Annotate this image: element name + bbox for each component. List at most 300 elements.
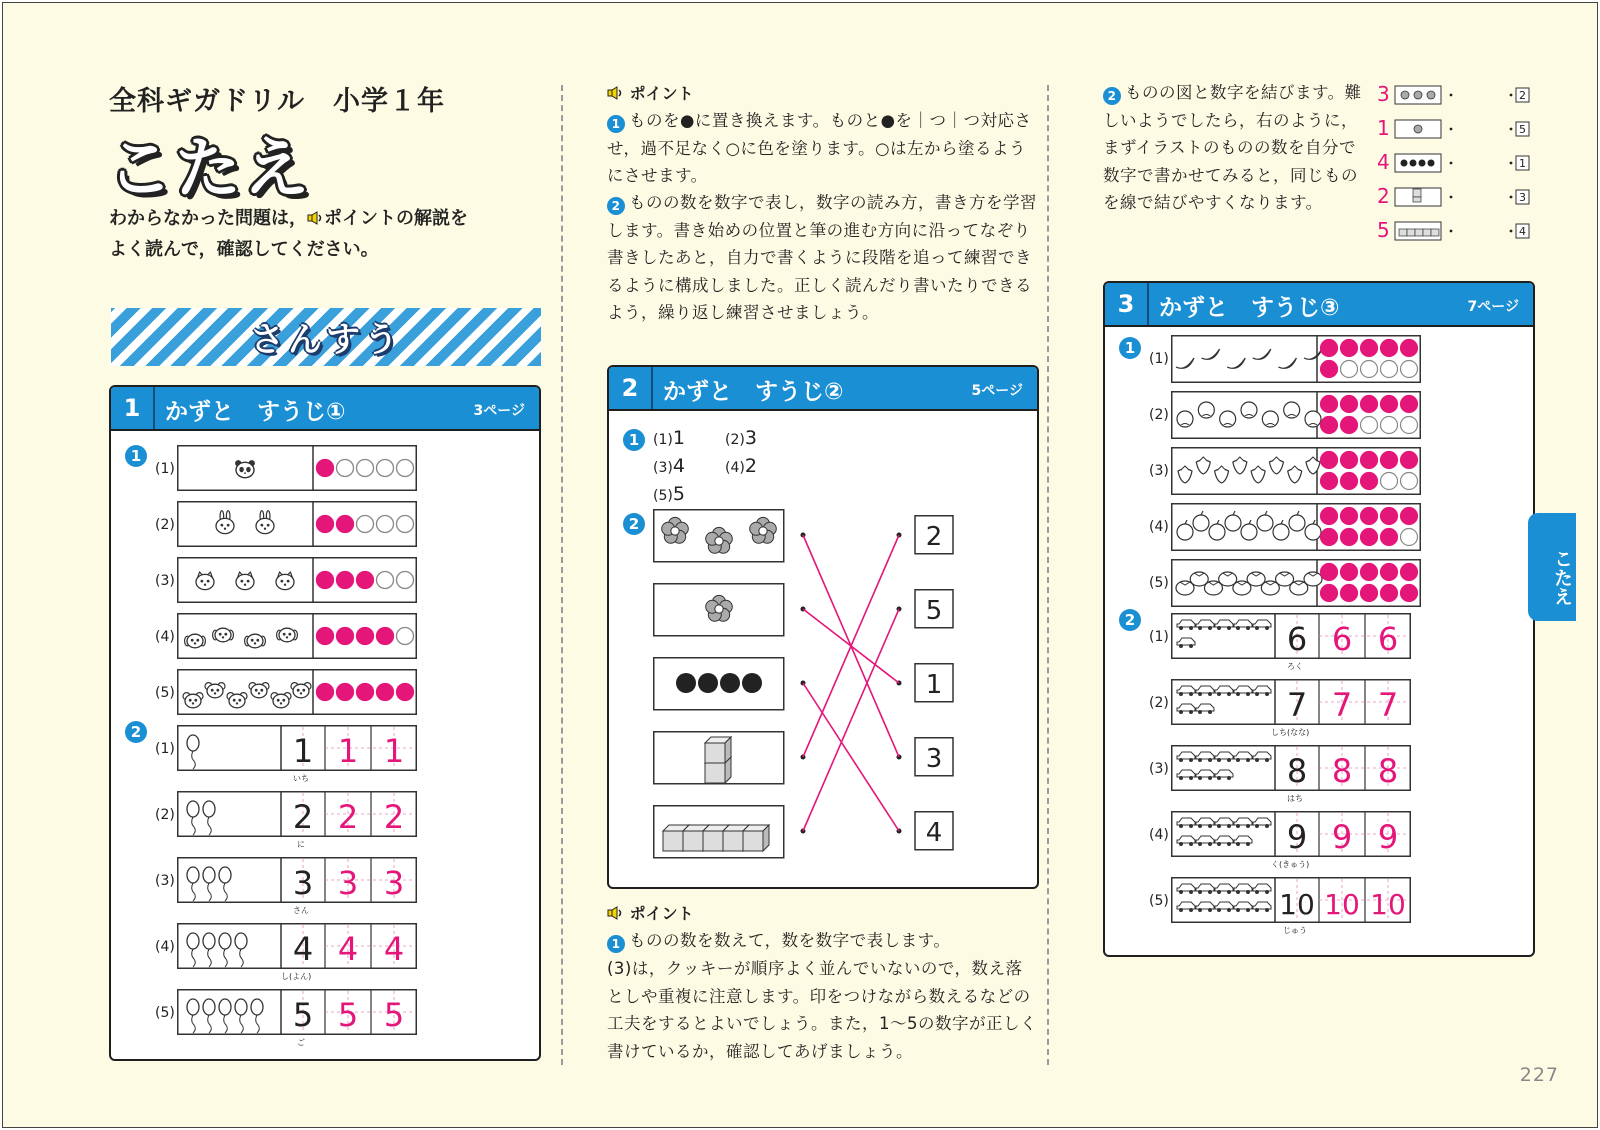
eye: [233, 699, 236, 702]
wheel: [1198, 626, 1202, 630]
written-digit: 4: [383, 930, 405, 968]
row-label: (3): [155, 573, 175, 589]
count-circle: [1401, 529, 1418, 546]
digit-reading: いち: [293, 774, 309, 783]
count-circle: [1381, 529, 1398, 546]
intro-line1b: ポイントの解説を: [324, 208, 468, 229]
column-divider: [1047, 85, 1049, 1065]
example-dot: [1450, 128, 1453, 131]
wheel: [1179, 710, 1183, 714]
wheel: [1189, 626, 1193, 630]
count-circle: [1361, 508, 1378, 525]
apple: [1289, 515, 1305, 531]
written-digit: 3: [383, 864, 405, 902]
wheel: [1179, 890, 1183, 894]
example-count: 1: [1377, 116, 1390, 140]
answer-value: 5: [672, 483, 685, 505]
count-circle: [1321, 396, 1338, 413]
mini-cube: [1407, 229, 1415, 236]
example-dot: [1510, 230, 1513, 233]
section-page-ref: 3ページ: [473, 403, 525, 419]
point-heading: [607, 901, 694, 924]
wheel: [1265, 824, 1269, 828]
written-digit: 7: [1377, 686, 1399, 724]
intro-line2: よく読んで，確認してください。: [109, 239, 379, 260]
wheel: [1189, 842, 1193, 846]
count-circle: [1341, 473, 1358, 490]
balloon: [187, 801, 199, 817]
written-digit: 8: [1377, 752, 1399, 790]
count-row-4: [1171, 503, 1421, 551]
apple: [1177, 524, 1193, 540]
wheel: [1246, 692, 1250, 696]
row-label: (1): [1149, 351, 1169, 367]
wheel: [1189, 758, 1193, 762]
eye: [260, 524, 263, 527]
count-circle: [1341, 340, 1358, 357]
intro-text: [109, 203, 539, 265]
count-circle: [357, 460, 374, 477]
model-digit: 7: [1286, 686, 1308, 724]
count-circle: [1381, 585, 1398, 602]
written-digit: 6: [1377, 620, 1399, 658]
point-heading-label: ポイント: [629, 904, 694, 923]
count-row-1: [1171, 335, 1421, 383]
wheel: [1208, 824, 1212, 828]
eye: [255, 689, 258, 692]
mini-cube: [1413, 197, 1421, 202]
count-circle: [397, 460, 414, 477]
wheel: [1189, 710, 1193, 714]
head: [276, 574, 294, 589]
row-label: (4): [1149, 827, 1169, 843]
book-title: 全科ギガドリル 小学１年: [109, 86, 445, 117]
row-label: (4): [1149, 519, 1169, 535]
wheel: [1198, 824, 1202, 828]
count-circle: [1361, 452, 1378, 469]
count-circle: [1381, 396, 1398, 413]
count-row-5: [1171, 559, 1421, 607]
paragraph-text: ものの図と数字を結びます。難しいようでしたら，右のように，まずイラストのものの数を自分で数字で書かせてみると，同じものを線で結びやすくなります。: [1103, 83, 1362, 212]
traced-digit: 7: [1331, 686, 1353, 724]
balloon: [219, 933, 231, 949]
cube-face: [743, 831, 763, 851]
row-label: (3): [1149, 463, 1169, 479]
traced-digit: 2: [337, 798, 359, 836]
head: [185, 694, 201, 708]
example-dot: [1450, 230, 1453, 233]
answer-label: (1): [653, 432, 673, 448]
written-digit: 5: [383, 996, 405, 1034]
digit-reading: し(よん): [281, 972, 312, 981]
answer-4: [725, 455, 757, 477]
wheel: [1246, 908, 1250, 912]
answer-value: 3: [744, 427, 757, 449]
section-2-header: [609, 367, 1037, 411]
example-dot: [1510, 94, 1513, 97]
count-circle: [357, 572, 374, 589]
head: [215, 628, 231, 642]
count-circle: [337, 628, 354, 645]
number-label: 5: [925, 596, 943, 626]
count-row-2: [1171, 391, 1421, 439]
section-title: かずと すうじ③: [1159, 295, 1340, 321]
eye: [189, 699, 192, 702]
nose: [258, 692, 260, 694]
cube-face: [705, 743, 725, 763]
page-title: こたえ: [107, 130, 311, 207]
eye: [282, 699, 285, 702]
question-number: 1: [1119, 337, 1141, 359]
digit-row-3: [1171, 745, 1411, 791]
balloon: [203, 933, 215, 949]
mini-flower: [1414, 91, 1422, 99]
match-line: [803, 683, 899, 831]
head: [293, 684, 309, 698]
head: [247, 634, 263, 648]
answer-1: [653, 427, 685, 449]
traced-digit: 9: [1331, 818, 1353, 856]
eye: [196, 639, 199, 642]
mini-cube: [1399, 229, 1407, 236]
wheel: [1236, 842, 1240, 846]
cube-face: [683, 831, 703, 851]
nose: [236, 702, 238, 704]
nose: [222, 636, 224, 638]
count-row-3: [1171, 447, 1421, 495]
eye: [219, 633, 222, 636]
count-circle: [1401, 417, 1418, 434]
row-label: (2): [1149, 407, 1169, 423]
persimmon: [1304, 572, 1322, 586]
count-circle: [1361, 585, 1378, 602]
nose: [244, 472, 246, 474]
row-label: (5): [1149, 893, 1169, 909]
count-circle: [377, 572, 394, 589]
speaker-icon: [607, 86, 624, 100]
model-digit: 5: [292, 996, 314, 1034]
wheel: [1255, 824, 1259, 828]
nose: [204, 584, 206, 586]
count-circle: [1321, 452, 1338, 469]
count-circle: [1321, 508, 1338, 525]
eye: [280, 580, 283, 583]
example-dot: [1510, 128, 1513, 131]
head: [256, 518, 274, 533]
cookie: [676, 673, 696, 693]
subject-banner: [111, 308, 541, 366]
apple: [1209, 524, 1225, 540]
traced-digit: 5: [337, 996, 359, 1034]
row-label: (3): [1149, 761, 1169, 777]
count-circle: [1341, 585, 1358, 602]
example-count: 5: [1377, 218, 1390, 242]
wheel: [1198, 758, 1202, 762]
mini-cube: [1415, 229, 1423, 236]
digit-row-4: [1171, 811, 1411, 857]
picture-box: [654, 658, 784, 710]
balloon: [203, 801, 215, 817]
wheel: [1189, 776, 1193, 780]
balloon: [203, 867, 215, 883]
wheel: [1179, 626, 1183, 630]
digit-row-2: [177, 791, 417, 837]
wheel: [1189, 908, 1193, 912]
apple: [1305, 524, 1321, 540]
apple: [1257, 515, 1273, 531]
cookie: [742, 673, 762, 693]
count-circle: [377, 460, 394, 477]
wheel: [1227, 776, 1231, 780]
digit-row-5: [177, 989, 417, 1035]
balloon: [187, 867, 199, 883]
paragraph-number: 2: [607, 197, 625, 215]
eye: [240, 580, 243, 583]
wheel: [1246, 890, 1250, 894]
mini-cookie: [1419, 160, 1426, 167]
cookie: [720, 673, 740, 693]
wheel: [1236, 692, 1240, 696]
wheel: [1265, 626, 1269, 630]
wheel: [1227, 842, 1231, 846]
count-circle: [1381, 340, 1398, 357]
mini-cube: [1413, 189, 1421, 197]
model-digit: 8: [1286, 752, 1308, 790]
question-number: 2: [125, 721, 147, 743]
digit-reading: く(きゅう): [1271, 860, 1310, 869]
traced-digit: 10: [1324, 888, 1360, 921]
digit-reading: はち: [1287, 794, 1303, 803]
model-digit: 10: [1279, 888, 1315, 921]
wheel: [1236, 758, 1240, 762]
nose: [286, 636, 288, 638]
answer-value: 2: [744, 455, 757, 477]
head: [229, 694, 245, 708]
wheel: [1208, 758, 1212, 762]
digit-reading: しち(なな): [1271, 728, 1310, 737]
eye: [191, 639, 194, 642]
count-circle: [377, 628, 394, 645]
flower-center: [715, 537, 723, 545]
count-circle: [337, 572, 354, 589]
wheel: [1198, 776, 1202, 780]
mini-cookie: [1428, 160, 1435, 167]
count-circle: [317, 628, 334, 645]
answer-label: (2): [725, 432, 745, 448]
balloon: [187, 999, 199, 1015]
eye: [238, 699, 241, 702]
eye: [302, 689, 305, 692]
wheel: [1208, 692, 1212, 696]
count-circle: [397, 628, 414, 645]
apple: [1193, 515, 1209, 531]
match-line: [803, 609, 899, 831]
nose: [280, 702, 282, 704]
wheel: [1265, 908, 1269, 912]
wheel: [1217, 626, 1221, 630]
wheel: [1255, 692, 1259, 696]
head: [187, 634, 203, 648]
wheel: [1265, 758, 1269, 762]
count-circle: [1381, 473, 1398, 490]
eye: [247, 580, 250, 583]
count-circle: [357, 628, 374, 645]
example-dot: [1450, 162, 1453, 165]
section-number: 3: [1105, 283, 1149, 325]
row-label: (1): [155, 461, 175, 477]
answer-value: 1: [672, 427, 685, 449]
point-1-paragraph-2: [607, 189, 1039, 327]
mini-cube: [1431, 229, 1439, 236]
count-circle: [317, 460, 334, 477]
mini-flower: [1414, 125, 1422, 133]
example-dot: [1510, 162, 1513, 165]
example-count: 3: [1377, 82, 1390, 106]
model-digit: 4: [292, 930, 314, 968]
wheel: [1227, 908, 1231, 912]
count-circle: [1341, 396, 1358, 413]
eye: [220, 524, 223, 527]
matching-diagram: [653, 509, 1037, 869]
cookie: [698, 673, 718, 693]
model-digit: 6: [1286, 620, 1308, 658]
mini-cube: [1423, 229, 1431, 236]
model-digit: 9: [1286, 818, 1308, 856]
traced-digit: 3: [337, 864, 359, 902]
wheel: [1255, 908, 1259, 912]
count-circle: [1321, 473, 1338, 490]
balloon: [187, 735, 199, 751]
question-number: 1: [623, 429, 645, 451]
digit-row-2: [1171, 679, 1411, 725]
answer-5: [653, 483, 685, 505]
count-circle: [1401, 452, 1418, 469]
traced-digit: 8: [1331, 752, 1353, 790]
count-circle: [1321, 585, 1338, 602]
section-title: かずと すうじ①: [165, 399, 346, 425]
written-digit: 9: [1377, 818, 1399, 856]
wheel: [1198, 692, 1202, 696]
row-label: (4): [155, 629, 175, 645]
count-row-4: [177, 613, 417, 659]
column-divider: [561, 85, 563, 1065]
example-dot: [1450, 94, 1453, 97]
subject-label: さんすう: [250, 320, 402, 360]
question-number: 2: [623, 513, 645, 535]
wheel: [1179, 842, 1183, 846]
nose: [300, 692, 302, 694]
nose: [284, 584, 286, 586]
count-circle: [397, 684, 414, 701]
paragraph-text: ものの数を数字で表し，数字の読み方，書き方を学習します。書き始めの位置と筆の進む方向に沿ってなぞり書きしたあと，自力で書くように段階を追って練習できるように構成しました。正しく読んだり書いたりできるよう，繰り返し練習させましょう。: [607, 193, 1037, 322]
mini-flower: [1401, 91, 1409, 99]
count-circle: [1341, 417, 1358, 434]
head: [279, 628, 295, 642]
section-page-ref: 7ページ: [1467, 299, 1519, 315]
wheel: [1227, 824, 1231, 828]
count-circle: [1401, 564, 1418, 581]
balloon: [235, 999, 247, 1015]
count-circle: [1341, 508, 1358, 525]
wheel: [1198, 908, 1202, 912]
eye: [267, 524, 270, 527]
count-circle: [1361, 340, 1378, 357]
example-svg: [1373, 81, 1531, 247]
head: [273, 694, 289, 708]
count-row-5: [177, 669, 417, 715]
wheel: [1217, 776, 1221, 780]
paragraph-text: ものを●に置き換えます。ものと●を｜つ｜つ対応させ，過不足なく○に色を塗ります。○は左から塗るようにさせます。: [607, 111, 1032, 185]
wheel: [1246, 824, 1250, 828]
wheel: [1236, 890, 1240, 894]
row-label: (1): [155, 741, 175, 757]
count-circle: [1361, 473, 1378, 490]
count-circle: [1361, 396, 1378, 413]
digit-reading: ご: [297, 1038, 305, 1047]
animal-group: [235, 460, 255, 478]
count-circle: [1381, 564, 1398, 581]
count-circle: [317, 684, 334, 701]
flower-center: [715, 605, 723, 613]
nose: [264, 528, 266, 530]
count-circle: [397, 572, 414, 589]
section-number: 1: [111, 387, 155, 429]
eye: [260, 689, 263, 692]
head: [207, 684, 223, 698]
digit-row-1: [1171, 613, 1411, 659]
digit-reading: じゅう: [1283, 926, 1307, 935]
count-circle: [1381, 452, 1398, 469]
count-circle: [1381, 508, 1398, 525]
connection-note: [1103, 79, 1365, 217]
digit-row-4: [177, 923, 417, 969]
wheel: [1208, 776, 1212, 780]
speaker-icon: [307, 211, 324, 225]
wheel: [1179, 644, 1183, 648]
cube-face: [723, 831, 743, 851]
wheel: [1217, 758, 1221, 762]
example-dot: [1510, 196, 1513, 199]
digit-row-3: [177, 857, 417, 903]
count-circle: [1361, 417, 1378, 434]
answer-2: [725, 427, 757, 449]
section-1: [109, 385, 541, 1061]
eye: [211, 689, 214, 692]
number-label: 4: [925, 818, 943, 848]
count-circle: [337, 684, 354, 701]
flower-center: [671, 527, 679, 535]
nose: [214, 692, 216, 694]
row-label: (2): [1149, 695, 1169, 711]
cube-face: [663, 831, 683, 851]
wheel: [1255, 890, 1259, 894]
flower-center: [759, 527, 767, 535]
count-circle: [1341, 452, 1358, 469]
head: [251, 684, 267, 698]
example-number: 4: [1519, 225, 1526, 238]
wheel: [1198, 842, 1202, 846]
mini-cookie: [1410, 160, 1417, 167]
side-tab: こたえ: [1528, 513, 1576, 621]
count-circle: [1381, 361, 1398, 378]
model-digit: 2: [292, 798, 314, 836]
nose: [224, 528, 226, 530]
row-label: (2): [155, 517, 175, 533]
count-circle: [1321, 340, 1338, 357]
row-label: (5): [155, 685, 175, 701]
eye: [283, 633, 286, 636]
nose: [244, 584, 246, 586]
